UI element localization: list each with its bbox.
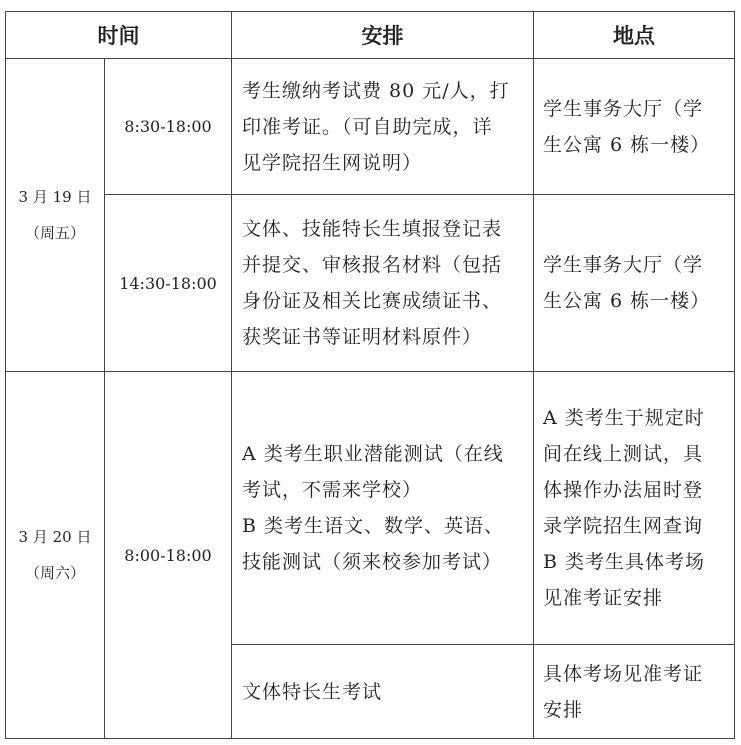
arrangement-line: B 类考生语文、数学、英语、: [242, 515, 505, 537]
arrangement-line: 技能测试（须来校参加考试）: [242, 551, 503, 573]
time-cell: 8:30-18:00: [105, 59, 232, 195]
arrangement-cell: [232, 195, 534, 372]
location-line: 学生事务大厅（学: [543, 254, 704, 276]
location-line: 录学院招生网查询: [543, 515, 704, 537]
location-line: 安排: [543, 698, 584, 721]
location-line: 见准考证安排: [543, 587, 664, 609]
arrangement-cell: [232, 372, 534, 645]
arrangement-line: 印准考证。（可自助完成，详: [242, 115, 493, 138]
arrangement-line: 见学院招生网说明）: [242, 151, 423, 174]
date-cell: [6, 59, 105, 372]
header-time: 时间: [6, 12, 232, 59]
arrangement-line: 身份证及相关比赛成绩证书、: [242, 290, 503, 312]
location-line: A 类考生于规定时: [543, 407, 705, 429]
arrangement-cell: [232, 59, 534, 195]
date-text: 3 月 19 日: [18, 188, 92, 206]
time-cell: 8:00-18:00: [105, 372, 232, 739]
weekday-text: （周六）: [24, 564, 85, 582]
header-arrangement: 安排: [232, 12, 534, 59]
table-row: [6, 195, 735, 372]
table-row: [6, 59, 735, 195]
arrangement-line: 考试，不需来学校）: [242, 479, 423, 501]
arrangement-line: 获奖证书等证明材料原件）: [242, 326, 483, 348]
date-cell: [6, 372, 105, 739]
time-cell: 14:30-18:00: [105, 195, 232, 372]
arrangement-line: 文体、技能特长生填报登记表: [242, 218, 503, 240]
location-line: 生公寓 6 栋一楼）: [543, 290, 711, 312]
table-row: [6, 372, 735, 645]
arrangement-line: 文体特长生考试: [242, 680, 383, 703]
header-row: [6, 12, 735, 59]
location-line: 生公寓 6 栋一楼）: [543, 133, 711, 156]
weekday-text: （周五）: [24, 224, 85, 242]
location-cell: [534, 372, 735, 645]
location-cell: [534, 195, 735, 372]
location-cell: [534, 645, 735, 739]
location-line: 体操作办法届时登: [543, 479, 704, 501]
location-line: B 类考生具体考场: [543, 551, 706, 573]
location-line: 具体考场见准考证: [543, 662, 704, 685]
arrangement-line: 考生缴纳考试费 80 元/人，打: [242, 79, 510, 102]
location-cell: [534, 59, 735, 195]
arrangement-cell: [232, 645, 534, 739]
location-line: 学生事务大厅（学: [543, 97, 704, 120]
date-text: 3 月 20 日: [18, 528, 92, 546]
schedule-table: [5, 11, 735, 739]
header-location: 地点: [534, 12, 735, 59]
arrangement-line: 并提交、审核报名材料（包括: [242, 254, 503, 276]
arrangement-line: A 类考生职业潜能测试（在线: [242, 443, 504, 465]
location-line: 间在线上测试，具: [543, 443, 704, 465]
